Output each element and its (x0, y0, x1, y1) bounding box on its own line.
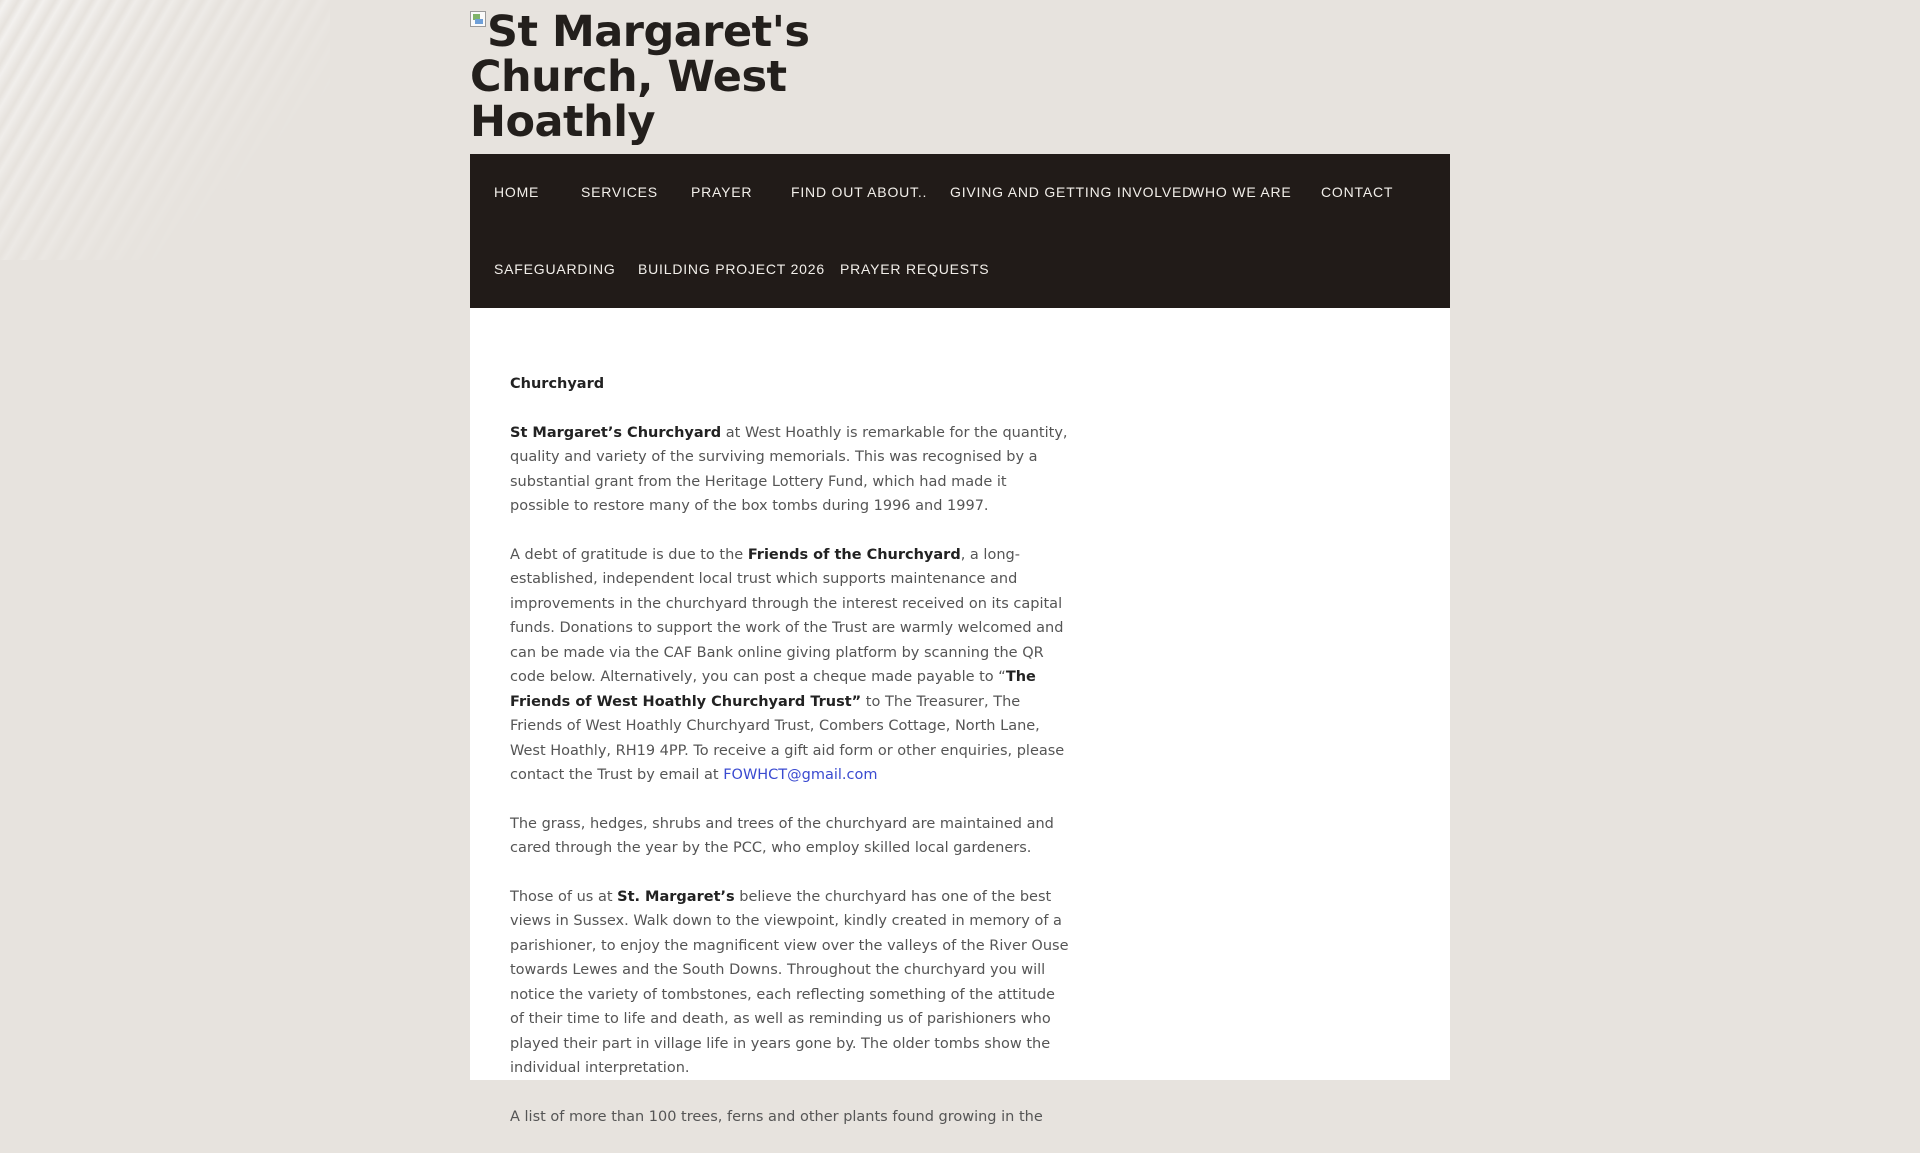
paragraph-text: , a long-established, independent local trust which supports maintenance and improvements in the churchyard through the interest received on its capital funds. Donations to support the work of the Trust are warmly welcomed and can be made via the CAF Bank online giving platform by scanning the QR code below. Alternatively, you can post a cheque made payable to “ (510, 546, 1064, 685)
nav-item-who-we-are[interactable]: WHO WE ARE (1191, 184, 1292, 200)
paragraph-text: at West Hoathly is remarkable for the quantity, quality and variety of the surviving memorials. This was recognised by a substantial grant from the Heritage Lottery Fund, which had made it possible to restore many of the box tombs during 1996 and 1997. (510, 424, 1068, 514)
site-logo-link[interactable] (470, 7, 830, 147)
nav-item-services[interactable]: SERVICES (581, 184, 658, 200)
paragraph-maintenance: The grass, hedges, shrubs and trees of the churchyard are maintained and cared through the year by the PCC, who employ skilled local gardeners. (510, 815, 1054, 856)
bold-st-margarets: St. Margaret’s (617, 888, 735, 905)
background-light-rays (0, 0, 330, 260)
page-container (470, 0, 1450, 1125)
nav-item-contact[interactable]: CONTACT (1321, 184, 1394, 200)
email-link[interactable]: FOWHCT@gmail.com (723, 767, 878, 783)
broken-image-icon (470, 11, 486, 27)
paragraph-text: Those of us at (510, 888, 618, 905)
nav-item-giving-and-getting-involved[interactable]: GIVING AND GETTING INVOLVED (950, 184, 1194, 200)
article-heading: Churchyard (510, 376, 605, 392)
paragraph-plant-list: A list of more than 100 trees, ferns and other plants found growing in the (510, 1108, 1043, 1125)
nav-row-2 (470, 231, 1450, 308)
site-title: St Margaret's Church, West Hoathly (470, 7, 810, 147)
paragraph-churchyard-intro (510, 421, 1070, 519)
site-header (470, 0, 1450, 154)
nav-row-1 (470, 154, 1450, 231)
nav-item-home[interactable]: HOME (494, 184, 540, 200)
bold-trust-name: The Friends of West Hoathly Churchyard Trust” (510, 669, 1036, 710)
paragraph-text: A debt of gratitude is due to the (510, 546, 748, 563)
nav-item-prayer-requests[interactable]: PRAYER REQUESTS (840, 261, 990, 277)
paragraph-friends-of-churchyard (510, 543, 1070, 788)
bold-friends-of-the-churchyard: Friends of the Churchyard (747, 546, 961, 563)
nav-item-safeguarding[interactable]: SAFEGUARDING (494, 261, 616, 277)
paragraph-text: believe the churchyard has one of the best views in Sussex. Walk down to the viewpoint, kindly created in memory of a parishioner, to enjoy the magnificent view over the valleys of the River Ouse towards Lewes and the South Downs. Throughout the churchyard you will notice the variety of tombstones, each reflecting something of the attitude of their time to life and death, as well as reminding us of parishioners who played their part in village life in years gone by. The older tombs show the individual interpretation. (510, 888, 1069, 1076)
paragraph-text: to The Treasurer, The Friends of West Hoathly Churchyard Trust, Combers Cottage, North Lane, West Hoathly, RH19 4PP. To receive a gift aid form or other enquiries, please contact the Trust by email at (510, 693, 1065, 783)
bold-st-margarets-churchyard: St Margaret’s Churchyard (510, 424, 722, 441)
main-navigation (470, 154, 1450, 308)
nav-item-find-out-about[interactable]: FIND OUT ABOUT.. (791, 184, 928, 200)
churchyard-article (510, 372, 1070, 1153)
paragraph-views (510, 885, 1070, 1081)
main-content (470, 308, 1450, 1125)
nav-item-prayer[interactable]: PRAYER (691, 184, 753, 200)
nav-item-building-project-2026[interactable]: BUILDING PROJECT 2026 (638, 261, 825, 277)
